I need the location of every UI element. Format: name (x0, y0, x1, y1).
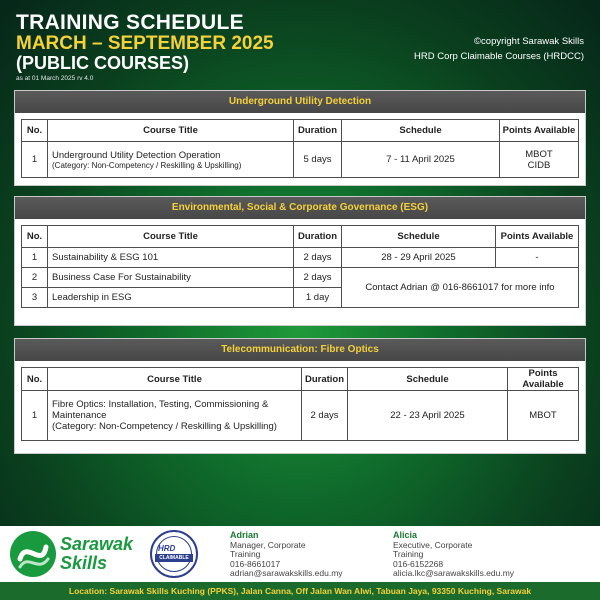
table-header-row (22, 120, 579, 142)
page-subtitle: (PUBLIC COURSES) (16, 53, 190, 73)
table-header-row (22, 226, 579, 248)
table-row (22, 248, 579, 268)
points-item: CIDB (527, 159, 551, 171)
brand-line: Sarawak (60, 534, 134, 554)
table-row (22, 268, 579, 288)
points-item: MBOT (525, 148, 553, 160)
col-no: No. (22, 226, 48, 248)
course-title: Sustainability & ESG 101 (48, 248, 294, 268)
course-title: Underground Utility Detection Operation (52, 149, 221, 161)
col-points: Points Available (496, 226, 579, 248)
location-bar: Location: Sarawak Skills Kuching (PPKS), Jalan Canna, Off Jalan Wan Alwi, Tabuan Jaya, 93350 Kuching, Sarawak (0, 582, 600, 600)
row-no: 2 (22, 268, 48, 288)
schedule: 22 - 23 April 2025 (348, 391, 508, 441)
contact-role: Executive, Corporate (393, 539, 473, 550)
footer-contacts (0, 526, 600, 582)
contact-phone: 016-6152268 (393, 558, 444, 569)
col-points: Points Available (508, 368, 579, 391)
duration: 5 days (294, 142, 342, 178)
schedule-period: MARCH – SEPTEMBER 2025 (16, 33, 274, 54)
col-duration: Duration (294, 226, 342, 248)
course-title-cont: Maintenance (52, 410, 107, 421)
contact-role: Manager, Corporate (230, 539, 306, 550)
contact-email[interactable]: alicia.lkc@sarawakskills.edu.my (393, 568, 515, 578)
contact-role-cont: Training (230, 549, 261, 559)
col-no: No. (22, 120, 48, 142)
course-title-cell (48, 391, 302, 441)
brand-name (60, 535, 133, 573)
badge-hrd-text: HRD (158, 544, 176, 553)
course-title: Business Case For Sustainability (48, 268, 294, 288)
col-points: Points Available (500, 120, 579, 142)
row-no: 1 (22, 391, 48, 441)
contact-phone: 016-8661017 (230, 558, 281, 569)
section-heading: Telecommunication: Fibre Optics (15, 339, 585, 361)
table-row (22, 391, 579, 441)
schedule: 7 - 11 April 2025 (342, 142, 500, 178)
col-duration: Duration (294, 120, 342, 142)
course-table (21, 119, 579, 178)
points-available (500, 142, 579, 178)
section-underground-utility (14, 90, 586, 186)
table-row (22, 142, 579, 178)
schedule: 28 - 29 April 2025 (342, 248, 496, 268)
duration: 2 days (294, 248, 342, 268)
col-schedule: Schedule (342, 120, 500, 142)
col-schedule: Schedule (342, 226, 496, 248)
row-no: 1 (22, 248, 48, 268)
course-category: (Category: Non-Competency / Reskilling & Upskilling) (52, 160, 242, 170)
course-table (21, 367, 579, 441)
revision-note: as at 01 March 2025 rv 4.0 (16, 75, 94, 82)
section-esg (14, 196, 586, 326)
course-title: Fibre Optics: Installation, Testing, Commissioning & (52, 399, 269, 410)
course-category: (Category: Non-Competency / Reskilling & Upskilling) (52, 421, 277, 432)
copyright-text: ©copyright Sarawak Skills (474, 36, 584, 47)
contact-email[interactable]: adrian@sarawakskills.edu.my (230, 568, 343, 578)
contact-role-cont: Training (393, 549, 424, 559)
section-heading: Underground Utility Detection (15, 91, 585, 113)
points-available: MBOT (508, 391, 579, 441)
table-header-row (22, 368, 579, 391)
row-no: 1 (22, 142, 48, 178)
col-schedule: Schedule (348, 368, 508, 391)
points-available: - (496, 248, 579, 268)
page-header (16, 12, 584, 82)
duration: 1 day (294, 288, 342, 308)
course-table (21, 225, 579, 308)
contact-name: Adrian (230, 530, 259, 540)
course-title-cell (48, 142, 294, 178)
badge-band-text: CLAIMABLE (155, 554, 193, 562)
col-course-title: Course Title (48, 226, 294, 248)
course-title: Leadership in ESG (48, 288, 294, 308)
copyright-block (414, 34, 584, 64)
contact-alicia (393, 531, 514, 579)
hrdcc-text: HRD Corp Claimable Courses (HRDCC) (414, 51, 584, 62)
duration: 2 days (302, 391, 348, 441)
page-title: TRAINING SCHEDULE (16, 11, 244, 34)
hrd-claimable-badge-icon (150, 530, 198, 578)
contact-name: Alicia (393, 530, 418, 540)
row-no: 3 (22, 288, 48, 308)
contact-adrian (230, 531, 343, 579)
col-duration: Duration (302, 368, 348, 391)
col-course-title: Course Title (48, 120, 294, 142)
col-course-title: Course Title (48, 368, 302, 391)
sarawak-skills-logo-icon (8, 529, 58, 579)
section-heading: Environmental, Social & Corporate Governance (ESG) (15, 197, 585, 219)
col-no: No. (22, 368, 48, 391)
contact-note: Contact Adrian @ 016-8661017 for more info (342, 268, 579, 308)
brand-line: Skills (60, 553, 108, 573)
section-fibre-optics (14, 338, 586, 454)
duration: 2 days (294, 268, 342, 288)
